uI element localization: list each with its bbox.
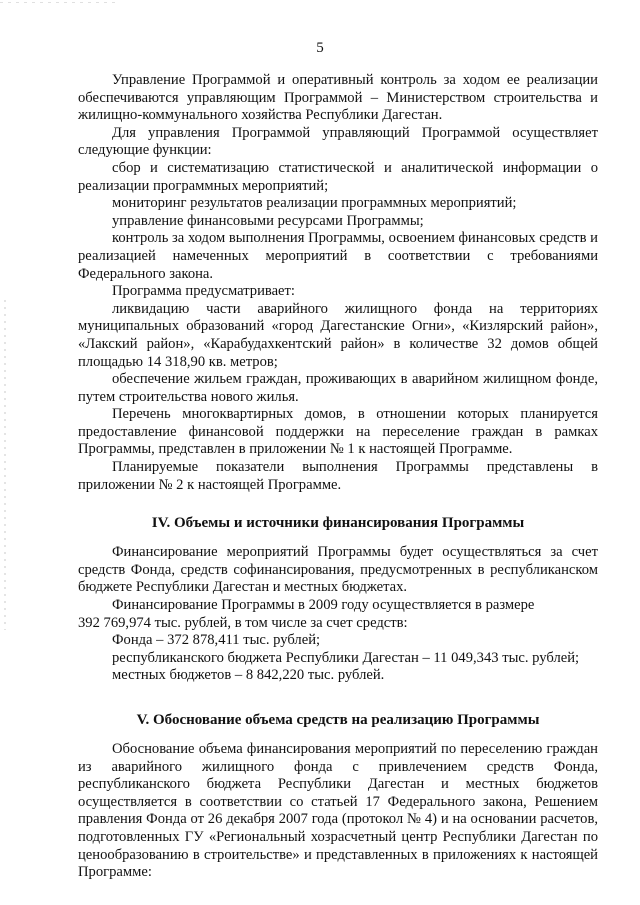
list-item: управление финансовыми ресурсами Программы; — [112, 212, 424, 229]
list-item: Фонда – 372 878,411 тыс. рублей; — [112, 632, 321, 649]
list-item: обеспечение жильем граждан, проживающих в аварийном жилищном фонде, путем строительства нового жилья. — [78, 371, 598, 405]
paragraph: Перечень многоквартирных домов, в отношении которых планируется предоставление финансовой поддержки на переселение граждан в рамках Программы, представлен в приложении № 1 к настоящей Программе. — [78, 406, 598, 458]
paragraph: Для управления Программой управляющий Программой осуществляет следующие функции: — [78, 124, 598, 159]
paragraph: Финансирование Программы в 2009 году осуществляется в размере — [112, 597, 535, 614]
list-item: местных бюджетов – 8 842,220 тыс. рублей. — [112, 667, 385, 684]
section-heading-iv: IV. Объемы и источники финансирования Программы — [151, 515, 525, 532]
paragraph: Программа предусматривает: — [112, 283, 295, 300]
list-item: ликвидацию части аварийного жилищного фонда на территориях муниципальных образований «город Дагестанские Огни», «Кизлярский район», «Лакский район», «Карабудахкентский район» в количестве 32 домов общей площадью 14 318,90 кв. метров; — [78, 300, 598, 370]
list-item: контроль за ходом выполнения Программы, освоением финансовых средств и реализацией намеченных мероприятий в соответствии с требованиями Федерального закона. — [78, 230, 598, 282]
paragraph: Управление Программой и оперативный контроль за ходом ее реализации обеспечиваются управляющим Программой – Министерством строительства и жилищно-коммунального хозяйства Республики Дагестан. — [78, 72, 598, 124]
list-item: республиканского бюджета Республики Дагестан – 11 049,343 тыс. рублей; — [112, 649, 580, 666]
scan-artifact-edge — [4, 300, 6, 630]
page-number: 5 — [316, 40, 324, 56]
paragraph: Планируемые показатели выполнения Программы представлены в приложении № 2 к настоящей Программе. — [78, 459, 598, 493]
paragraph: Финансирование мероприятий Программы будет осуществляться за счет средств Фонда, средств софинансирования, предусмотренных в республиканском бюджете Республики Дагестан и местных бюджетах. — [78, 544, 598, 596]
section-heading-v: V. Обоснование объема средств на реализацию Программы — [136, 712, 540, 728]
paragraph: 392 769,974 тыс. рублей, в том числе за счет средств: — [78, 614, 408, 631]
list-item: мониторинг результатов реализации программных мероприятий; — [112, 195, 517, 212]
scan-artifact-top — [0, 2, 120, 3]
paragraph: Обоснование объема финансирования мероприятий по переселению граждан из аварийного жилищного фонда с привлечением средств Фонда, республиканского бюджета Республики Дагестан и местных бюджетов осуществляется в соответствии со статьей 17 Федерального закона, Решением правления Фонда от 26 декабря 2007 года (протокол № 4) и на основании расчетов, подготовленных ГУ «Региональный хозрасчетный центр Республики Дагестан по ценообразованию в строительстве» и представленных в приложениях к настоящей Программе: — [78, 741, 598, 881]
document-body — [78, 72, 598, 882]
list-item: сбор и систематизацию статистической и аналитической информации о реализации программных мероприятий; — [78, 159, 598, 194]
